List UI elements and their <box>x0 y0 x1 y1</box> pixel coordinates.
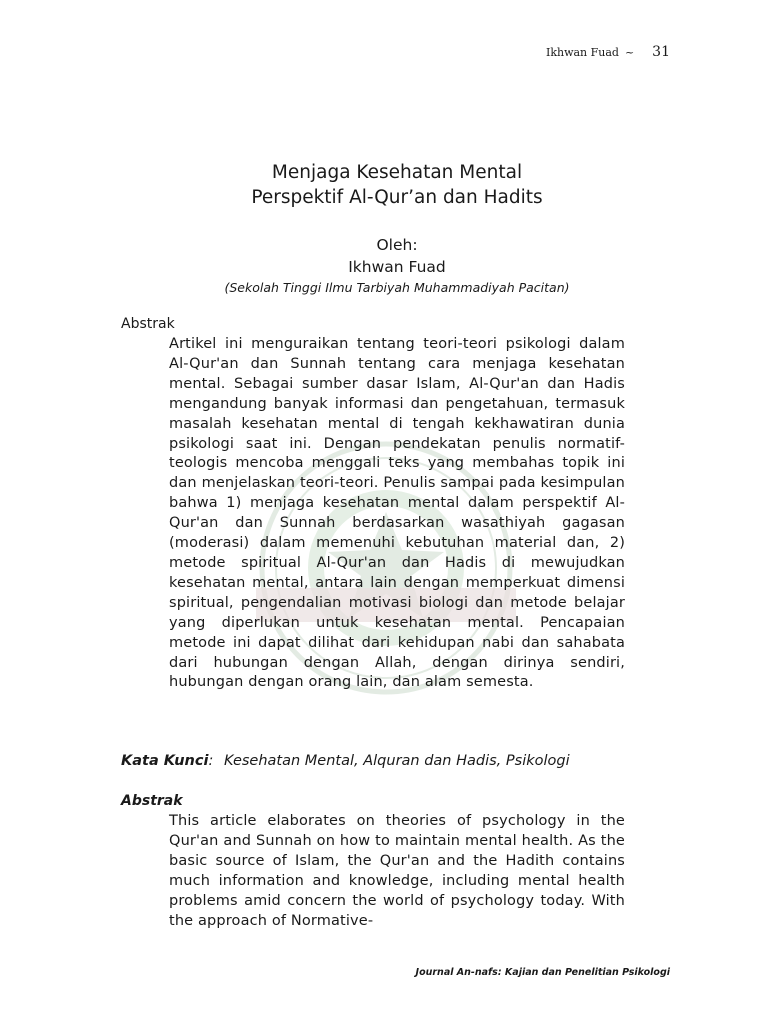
abstract-id-heading: Abstrak <box>121 316 175 332</box>
abstract-id-text: Artikel ini menguraikan tentang teori-teori psikologi dalam Al-Qur'an dan Sunnah tentang cara menjaga kesehatan mental. Sebagai sumber dasar Islam, Al-Qur'an dan Hadis mengandung banyak informasi dan pengetahuan, termasuk masalah kesehatan mental di tengah kekhawatiran dunia psikologi saat ini. Dengan pendekatan penulis normatif-teologis mencoba menggali teks yang membahas topik ini dan menjelaskan teori-teori. Penulis sampai pada kesimpulan bahwa 1) menjaga kesehatan mental dalam perspektif Al-Qur'an dan Sunnah berdasarkan wasathiyah gagasan (moderasi) dalam memenuhi kebutuhan material dan, 2) metode spiritual Al-Qur'an dan Hadis di mewujudkan kesehatan mental, antara lain dengan memperkuat dimensi spiritual, pengendalian motivasi biologi dan metode belajar yang diperlukan untuk kesehatan mental. Pencapaian metode ini dapat dilihat dari kehidupan nabi dan sahabata dari hubungan dengan Allah, dengan dirinya sendiri, hubungan dengan orang lain, dan alam semesta. <box>169 336 625 691</box>
journal-footer: Journal An-nafs: Kajian dan Penelitian Psikologi <box>415 967 670 978</box>
running-head <box>546 44 670 60</box>
article-title <box>0 160 768 210</box>
running-head-author: Ikhwan Fuad <box>545 46 619 59</box>
page-number: 31 <box>652 44 670 60</box>
title-line-1: Menjaga Kesehatan Mental <box>271 162 523 183</box>
byline-author: Ikhwan Fuad <box>348 258 446 276</box>
byline-affiliation: (Sekolah Tinggi Ilmu Tarbiyah Muhammadiyah Pacitan) <box>224 280 570 295</box>
running-head-separator: ~ <box>624 46 635 59</box>
abstract-en-text: This article elaborates on theories of psychology in the Qur'an and Sunnah on how to maintain mental health. As the basic source of Islam, the Qur'an and the Hadith contains much information and knowledge, including mental health problems amid concern the world of psychology today. With the approach of Normative- <box>169 813 625 929</box>
abstract-en-heading: Abstrak <box>121 793 183 809</box>
keywords-label: Kata Kunci <box>121 753 209 769</box>
keywords-value: Kesehatan Mental, Alquran dan Hadis, Psikologi <box>223 753 570 769</box>
title-line-2: Perspektif Al-Qur’an dan Hadits <box>251 187 543 208</box>
keywords <box>121 753 570 769</box>
title-block <box>0 160 768 297</box>
byline-oleh: Oleh: <box>376 236 418 254</box>
keywords-colon: : <box>208 753 214 769</box>
